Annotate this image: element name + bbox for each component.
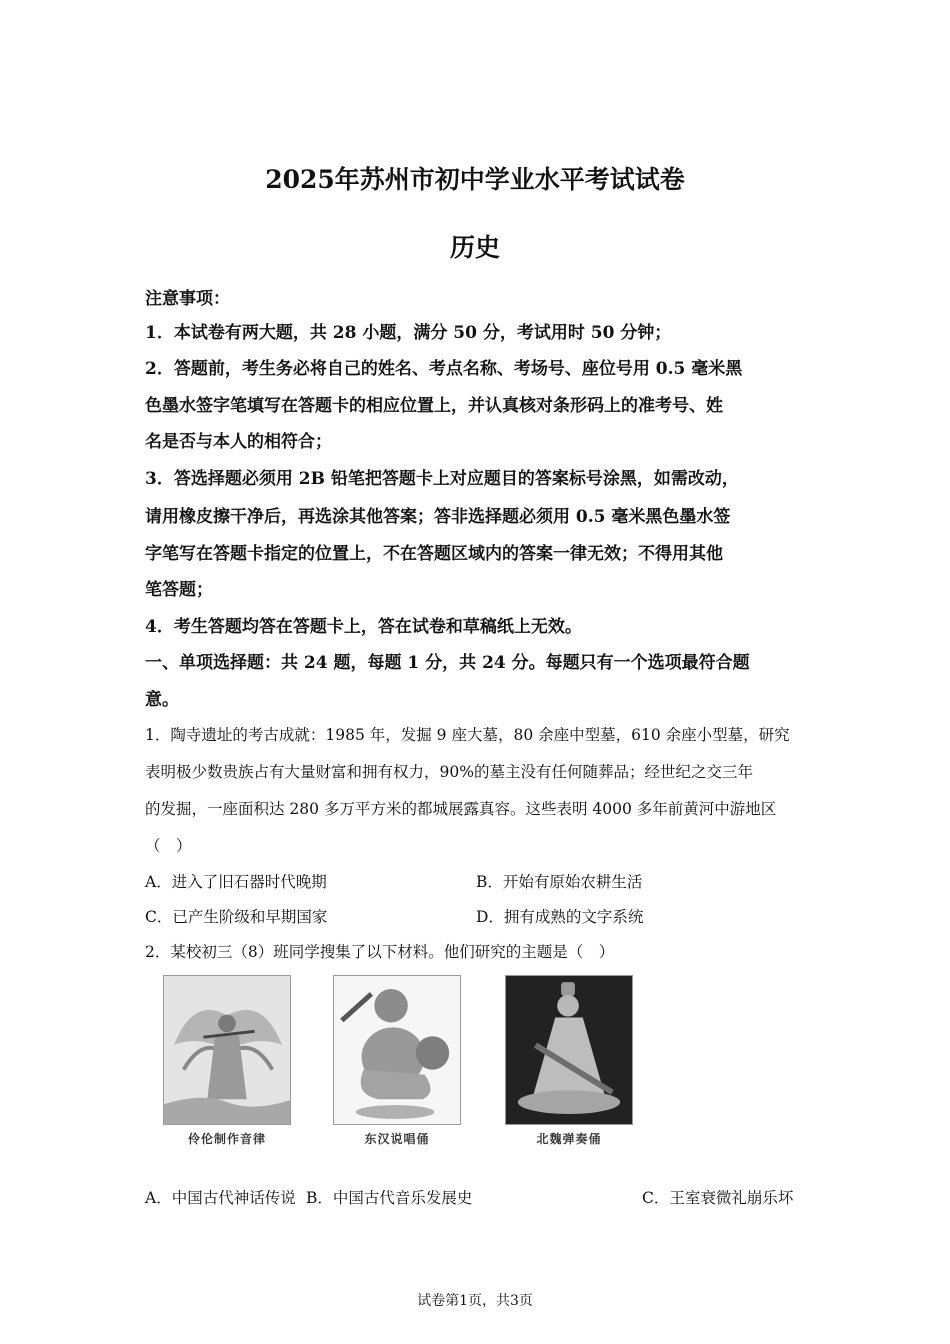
figure-storyteller xyxy=(333,975,461,1153)
q1-option-c[interactable]: C．已产生阶级和早期国家 xyxy=(145,908,328,926)
section-heading: 一、单项选择题：共 24 题，每题 1 分，共 24 分。每题只有一个选项最符合题 xyxy=(145,653,750,673)
notice-line: 字笔写在答题卡指定的位置上，不在答题区域内的答案一律无效；不得用其他 xyxy=(145,544,723,564)
notice-line: 3．答选择题必须用 2B 铅笔把答题卡上对应题目的答案标号涂黑，如需改动， xyxy=(145,469,739,489)
notice-line: 笔答题； xyxy=(145,580,213,600)
storyteller-figurine-photo-icon xyxy=(333,975,461,1125)
notice-line: 色墨水签字笔填写在答题卡的相应位置上，并认真核对条形码上的准考号、姓 xyxy=(145,396,723,416)
notice-line: 2．答题前，考生务必将自己的姓名、考点名称、考场号、座位号用 0.5 毫米黑 xyxy=(145,359,743,379)
q1-option-d[interactable]: D．拥有成熟的文字系统 xyxy=(476,908,644,926)
q2-option-c[interactable]: C．王室衰微礼崩乐坏 xyxy=(642,1189,794,1207)
notice-heading: 注意事项： xyxy=(145,289,230,309)
question-1-line: 的发掘，一座面积达 280 多万平方米的都城展露真容。这些表明 4000 多年前黄河中游地区 xyxy=(145,800,777,818)
notice-line: 请用橡皮擦干净后，再选涂其他答案；答非选择题必须用 0.5 毫米黑色墨水签 xyxy=(145,507,731,527)
q1-option-b[interactable]: B．开始有原始农耕生活 xyxy=(476,873,643,891)
figure-caption: 北魏弹奏俑 xyxy=(536,1132,602,1146)
q1-option-a[interactable]: A．进入了旧石器时代晚期 xyxy=(145,873,327,891)
q2-option-b[interactable]: B．中国古代音乐发展史 xyxy=(306,1189,473,1207)
exam-title: 2025年苏州市初中学业水平考试试卷 xyxy=(265,165,685,194)
notice-line: 4．考生答题均答在答题卡上，答在试卷和草稿纸上无效。 xyxy=(145,617,582,637)
question-1-line: 1．陶寺遗址的考古成就：1985 年，发掘 9 座大墓，80 余座中型墓，610 余座小型墓，研究 xyxy=(145,726,790,744)
subject-title: 历史 xyxy=(449,233,500,262)
notice-line: 名是否与本人的相符合； xyxy=(145,432,332,452)
page-footer: 试卷第1页，共3页 xyxy=(417,1293,533,1309)
figure-linglun xyxy=(163,975,291,1153)
question-1-line: 表明极少数贵族占有大量财富和拥有权力，90%的墓主没有任何随葬品；经世纪之交三年 xyxy=(145,763,753,781)
question-2-stem: 2．某校初三（8）班同学搜集了以下材料。他们研究的主题是（ ） xyxy=(145,943,615,961)
mythical-musician-illustration-icon xyxy=(163,975,291,1125)
musician-figurine-photo-icon xyxy=(505,975,633,1125)
question-1-line: （ ） xyxy=(145,837,192,855)
notice-line: 1．本试卷有两大题，共 28 小题，满分 50 分，考试用时 50 分钟； xyxy=(145,323,672,343)
q2-option-a[interactable]: A．中国古代神话传说 xyxy=(145,1189,296,1207)
figure-caption: 东汉说唱俑 xyxy=(364,1132,430,1146)
section-heading: 意。 xyxy=(145,690,179,710)
figure-musician xyxy=(505,975,633,1153)
figure-caption: 伶伦制作音律 xyxy=(187,1132,266,1146)
